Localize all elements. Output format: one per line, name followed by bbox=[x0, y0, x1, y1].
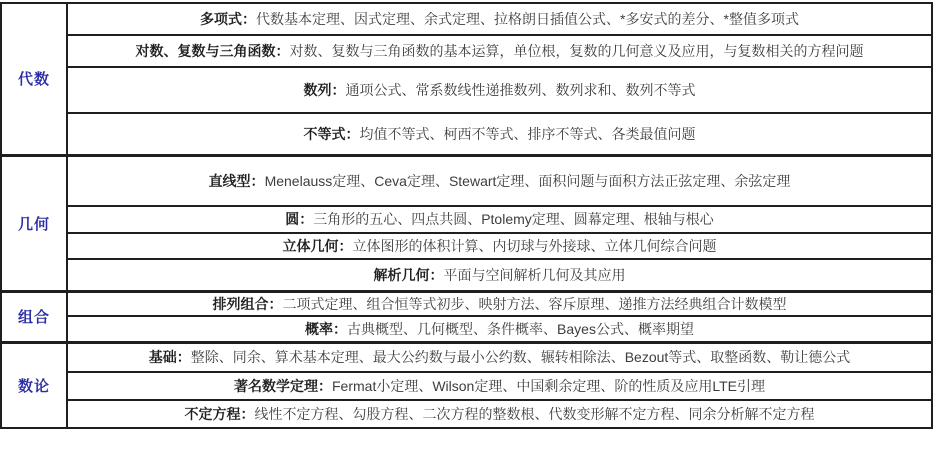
topic-cell-permutations bbox=[67, 291, 932, 316]
math-topics-table bbox=[0, 2, 933, 429]
table-row bbox=[1, 343, 932, 372]
topic-name: 基础： bbox=[148, 349, 191, 366]
topic-name: 不定方程： bbox=[184, 405, 255, 422]
table-row bbox=[1, 259, 932, 291]
topic-detail: 立体图形的体积计算、内切球与外接球、立体几何综合问题 bbox=[352, 237, 717, 254]
topic-detail: 通项公式、常系数线性递推数列、数列求和、数列不等式 bbox=[345, 81, 696, 98]
section-label-algebra: 代数 bbox=[1, 3, 67, 155]
topic-cell-linear-figures bbox=[67, 155, 932, 206]
topic-detail: 古典概型、几何概型、条件概率、Bayes公式、概率期望 bbox=[347, 320, 694, 337]
topic-name: 直线型： bbox=[208, 172, 265, 189]
section-label-combinatorics: 组合 bbox=[1, 291, 67, 343]
topic-detail: 平面与空间解析几何及其应用 bbox=[443, 266, 626, 283]
section-label-geometry: 几何 bbox=[1, 155, 67, 291]
topic-cell-circle bbox=[67, 206, 932, 233]
topic-name: 圆： bbox=[285, 211, 314, 228]
topic-name: 著名数学定理： bbox=[234, 377, 332, 394]
table-row bbox=[1, 233, 932, 259]
table-row bbox=[1, 67, 932, 113]
topic-cell-polynomial bbox=[67, 3, 932, 35]
topic-name: 解析几何： bbox=[373, 266, 444, 283]
table-row bbox=[1, 206, 932, 233]
topic-cell-inequalities bbox=[67, 113, 932, 155]
topic-cell-diophantine bbox=[67, 400, 932, 428]
topic-name: 对数、复数与三角函数： bbox=[135, 42, 290, 59]
topic-cell-famous-theorems bbox=[67, 372, 932, 400]
table-row bbox=[1, 113, 932, 155]
topic-detail: 均值不等式、柯西不等式、排序不等式、各类最值问题 bbox=[359, 125, 696, 142]
topic-cell-solid-geometry bbox=[67, 233, 932, 259]
topic-detail: 对数、复数与三角函数的基本运算，单位根，复数的几何意义及应用，与复数相关的方程问题 bbox=[289, 42, 864, 59]
topic-name: 概率： bbox=[305, 320, 348, 337]
table-row bbox=[1, 155, 932, 206]
topic-detail: 三角形的五心、四点共圆、Ptolemy定理、圆幕定理、根轴与根心 bbox=[313, 211, 714, 228]
topic-name: 多项式： bbox=[200, 10, 257, 27]
table-row bbox=[1, 372, 932, 400]
topic-name: 立体几何： bbox=[282, 237, 353, 254]
topic-cell-log-complex-trig bbox=[67, 35, 932, 67]
table-row bbox=[1, 400, 932, 428]
topic-name: 排列组合： bbox=[212, 295, 283, 312]
table-row bbox=[1, 291, 932, 316]
topic-cell-basics bbox=[67, 343, 932, 372]
table-row bbox=[1, 35, 932, 67]
topic-detail: Fermat小定理、Wilson定理、中国剩余定理、阶的性质及应用LTE引理 bbox=[332, 377, 765, 394]
topic-detail: 二项式定理、组合恒等式初步、映射方法、容斥原理、递推方法经典组合计数模型 bbox=[282, 295, 787, 312]
topic-detail: 线性不定方程、勾股方程、二次方程的整数根、代数变形解不定方程、同余分析解不定方程 bbox=[254, 405, 815, 422]
topic-cell-sequences bbox=[67, 67, 932, 113]
topic-detail: 代数基本定理、因式定理、余式定理、拉格朗日插值公式、*多安式的差分、*整值多项式 bbox=[256, 10, 799, 27]
topic-cell-probability bbox=[67, 316, 932, 343]
topic-detail: 整除、同余、算术基本定理、最大公约数与最小公约数、辗转相除法、Bezout等式、取整函数、勒让德公式 bbox=[190, 349, 851, 366]
section-label-number-theory: 数论 bbox=[1, 343, 67, 428]
table-row bbox=[1, 3, 932, 35]
topic-name: 不等式： bbox=[303, 125, 360, 142]
topic-detail: Menelauss定理、Ceva定理、Stewart定理、面积问题与面积方法正弦定理、余弦定理 bbox=[264, 172, 791, 189]
topic-cell-analytic-geometry bbox=[67, 259, 932, 291]
topic-name: 数列： bbox=[303, 81, 346, 98]
table-row bbox=[1, 316, 932, 343]
